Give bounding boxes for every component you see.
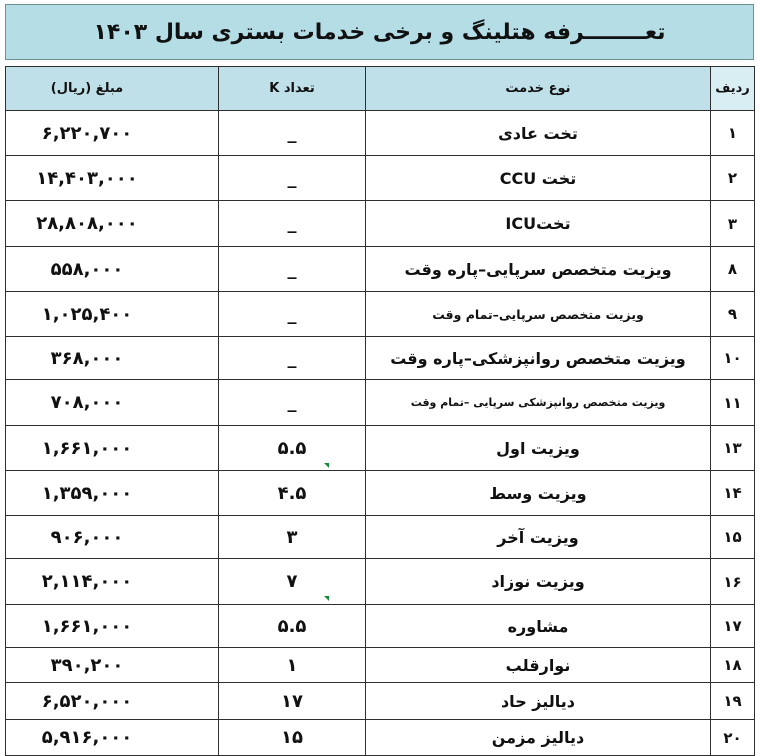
- table-row: [6, 156, 755, 201]
- cell-index[interactable]: ۱۹: [711, 683, 755, 720]
- cell-service[interactable]: مشاوره: [366, 605, 711, 648]
- cell-service[interactable]: ویزیت اول: [366, 426, 711, 471]
- table-row: [6, 516, 755, 559]
- cell-service[interactable]: نوارقلب: [366, 648, 711, 683]
- page-title: تعــــــــرفه هتلینگ و برخی خدمات بستری سال ۱۴۰۳: [93, 19, 666, 45]
- cell-index[interactable]: ۱۸: [711, 648, 755, 683]
- tariff-table: [5, 66, 755, 756]
- table-row: [6, 426, 755, 471]
- cell-amount[interactable]: ۱,۰۲۵,۴۰۰: [6, 292, 219, 337]
- cell-service[interactable]: دیالیز حاد: [366, 683, 711, 720]
- table-row: [6, 471, 755, 516]
- table-row: [6, 559, 755, 605]
- cell-amount[interactable]: ۲,۱۱۴,۰۰۰: [6, 559, 219, 605]
- cell-amount[interactable]: ۳۶۸,۰۰۰: [6, 337, 219, 380]
- cell-k-count[interactable]: ۳: [219, 516, 366, 559]
- cell-index[interactable]: ۱: [711, 111, 755, 156]
- cell-k-count[interactable]: _: [219, 111, 366, 156]
- header-index[interactable]: ردیف: [711, 67, 755, 111]
- cell-amount[interactable]: ۷۰۸,۰۰۰: [6, 380, 219, 426]
- cell-k-count[interactable]: ۱۵: [219, 720, 366, 756]
- cell-service[interactable]: تختICU: [366, 201, 711, 247]
- table-row: [6, 720, 755, 756]
- cell-marker-icon: [324, 463, 329, 468]
- table-row: [6, 111, 755, 156]
- cell-index[interactable]: ۱۴: [711, 471, 755, 516]
- table-row: [6, 201, 755, 247]
- cell-index[interactable]: ۲۰: [711, 720, 755, 756]
- cell-index[interactable]: ۱۶: [711, 559, 755, 605]
- cell-k-count[interactable]: _: [219, 247, 366, 292]
- cell-amount[interactable]: ۵۵۸,۰۰۰: [6, 247, 219, 292]
- header-row: [6, 67, 755, 111]
- cell-amount[interactable]: ۶,۲۲۰,۷۰۰: [6, 111, 219, 156]
- cell-amount[interactable]: ۶,۵۲۰,۰۰۰: [6, 683, 219, 720]
- cell-index[interactable]: ۸: [711, 247, 755, 292]
- cell-service[interactable]: دیالیز مزمن: [366, 720, 711, 756]
- cell-amount[interactable]: ۱,۶۶۱,۰۰۰: [6, 426, 219, 471]
- cell-k-count[interactable]: ۷: [219, 559, 366, 605]
- cell-k-count[interactable]: _: [219, 380, 366, 426]
- cell-service[interactable]: ویزیت متخصص روانپزشکی–پاره وقت: [366, 337, 711, 380]
- table-row: [6, 247, 755, 292]
- cell-k-count[interactable]: _: [219, 292, 366, 337]
- cell-service[interactable]: ویزیت متخصص سرپایی–تمام وقت: [366, 292, 711, 337]
- cell-index[interactable]: ۲: [711, 156, 755, 201]
- cell-index[interactable]: ۱۵: [711, 516, 755, 559]
- cell-marker-icon: [324, 596, 329, 601]
- cell-k-count[interactable]: _: [219, 337, 366, 380]
- cell-service[interactable]: تخت عادی: [366, 111, 711, 156]
- cell-k-count[interactable]: ۱: [219, 648, 366, 683]
- cell-k-count[interactable]: ۵.۵: [219, 426, 366, 471]
- cell-amount[interactable]: ۱,۶۶۱,۰۰۰: [6, 605, 219, 648]
- cell-index[interactable]: ۹: [711, 292, 755, 337]
- table-row: [6, 683, 755, 720]
- cell-index[interactable]: ۱۱: [711, 380, 755, 426]
- header-service[interactable]: نوع خدمت: [366, 67, 711, 111]
- cell-amount[interactable]: ۲۸,۸۰۸,۰۰۰: [6, 201, 219, 247]
- cell-service[interactable]: ویزیت نوزاد: [366, 559, 711, 605]
- cell-k-count[interactable]: _: [219, 156, 366, 201]
- table-row: [6, 292, 755, 337]
- cell-service[interactable]: ویزیت متخصص سرپایی–پاره وقت: [366, 247, 711, 292]
- cell-index[interactable]: ۱۷: [711, 605, 755, 648]
- table-row: [6, 605, 755, 648]
- cell-service[interactable]: تخت CCU: [366, 156, 711, 201]
- cell-k-count[interactable]: ۱۷: [219, 683, 366, 720]
- cell-amount[interactable]: ۹۰۶,۰۰۰: [6, 516, 219, 559]
- cell-service[interactable]: ویزیت آخر: [366, 516, 711, 559]
- cell-amount[interactable]: ۳۹۰,۲۰۰: [6, 648, 219, 683]
- cell-index[interactable]: ۱۳: [711, 426, 755, 471]
- cell-amount[interactable]: ۵,۹۱۶,۰۰۰: [6, 720, 219, 756]
- table-row: [6, 648, 755, 683]
- cell-service[interactable]: ویزیت وسط: [366, 471, 711, 516]
- cell-k-count[interactable]: _: [219, 201, 366, 247]
- cell-amount[interactable]: ۱,۳۵۹,۰۰۰: [6, 471, 219, 516]
- cell-k-count[interactable]: ۵.۵: [219, 605, 366, 648]
- cell-amount[interactable]: ۱۴,۴۰۳,۰۰۰: [6, 156, 219, 201]
- cell-index[interactable]: ۳: [711, 201, 755, 247]
- title-cell[interactable]: [5, 4, 754, 60]
- table-body: [6, 111, 755, 756]
- header-amount[interactable]: مبلغ (ریال): [6, 67, 219, 111]
- table-row: [6, 337, 755, 380]
- header-k-count[interactable]: تعداد K: [219, 67, 366, 111]
- cell-index[interactable]: ۱۰: [711, 337, 755, 380]
- table-row: [6, 380, 755, 426]
- cell-k-count[interactable]: ۴.۵: [219, 471, 366, 516]
- cell-service[interactable]: ویزیت متخصص روانپزشکی سرپایی –تمام وقت: [366, 380, 711, 426]
